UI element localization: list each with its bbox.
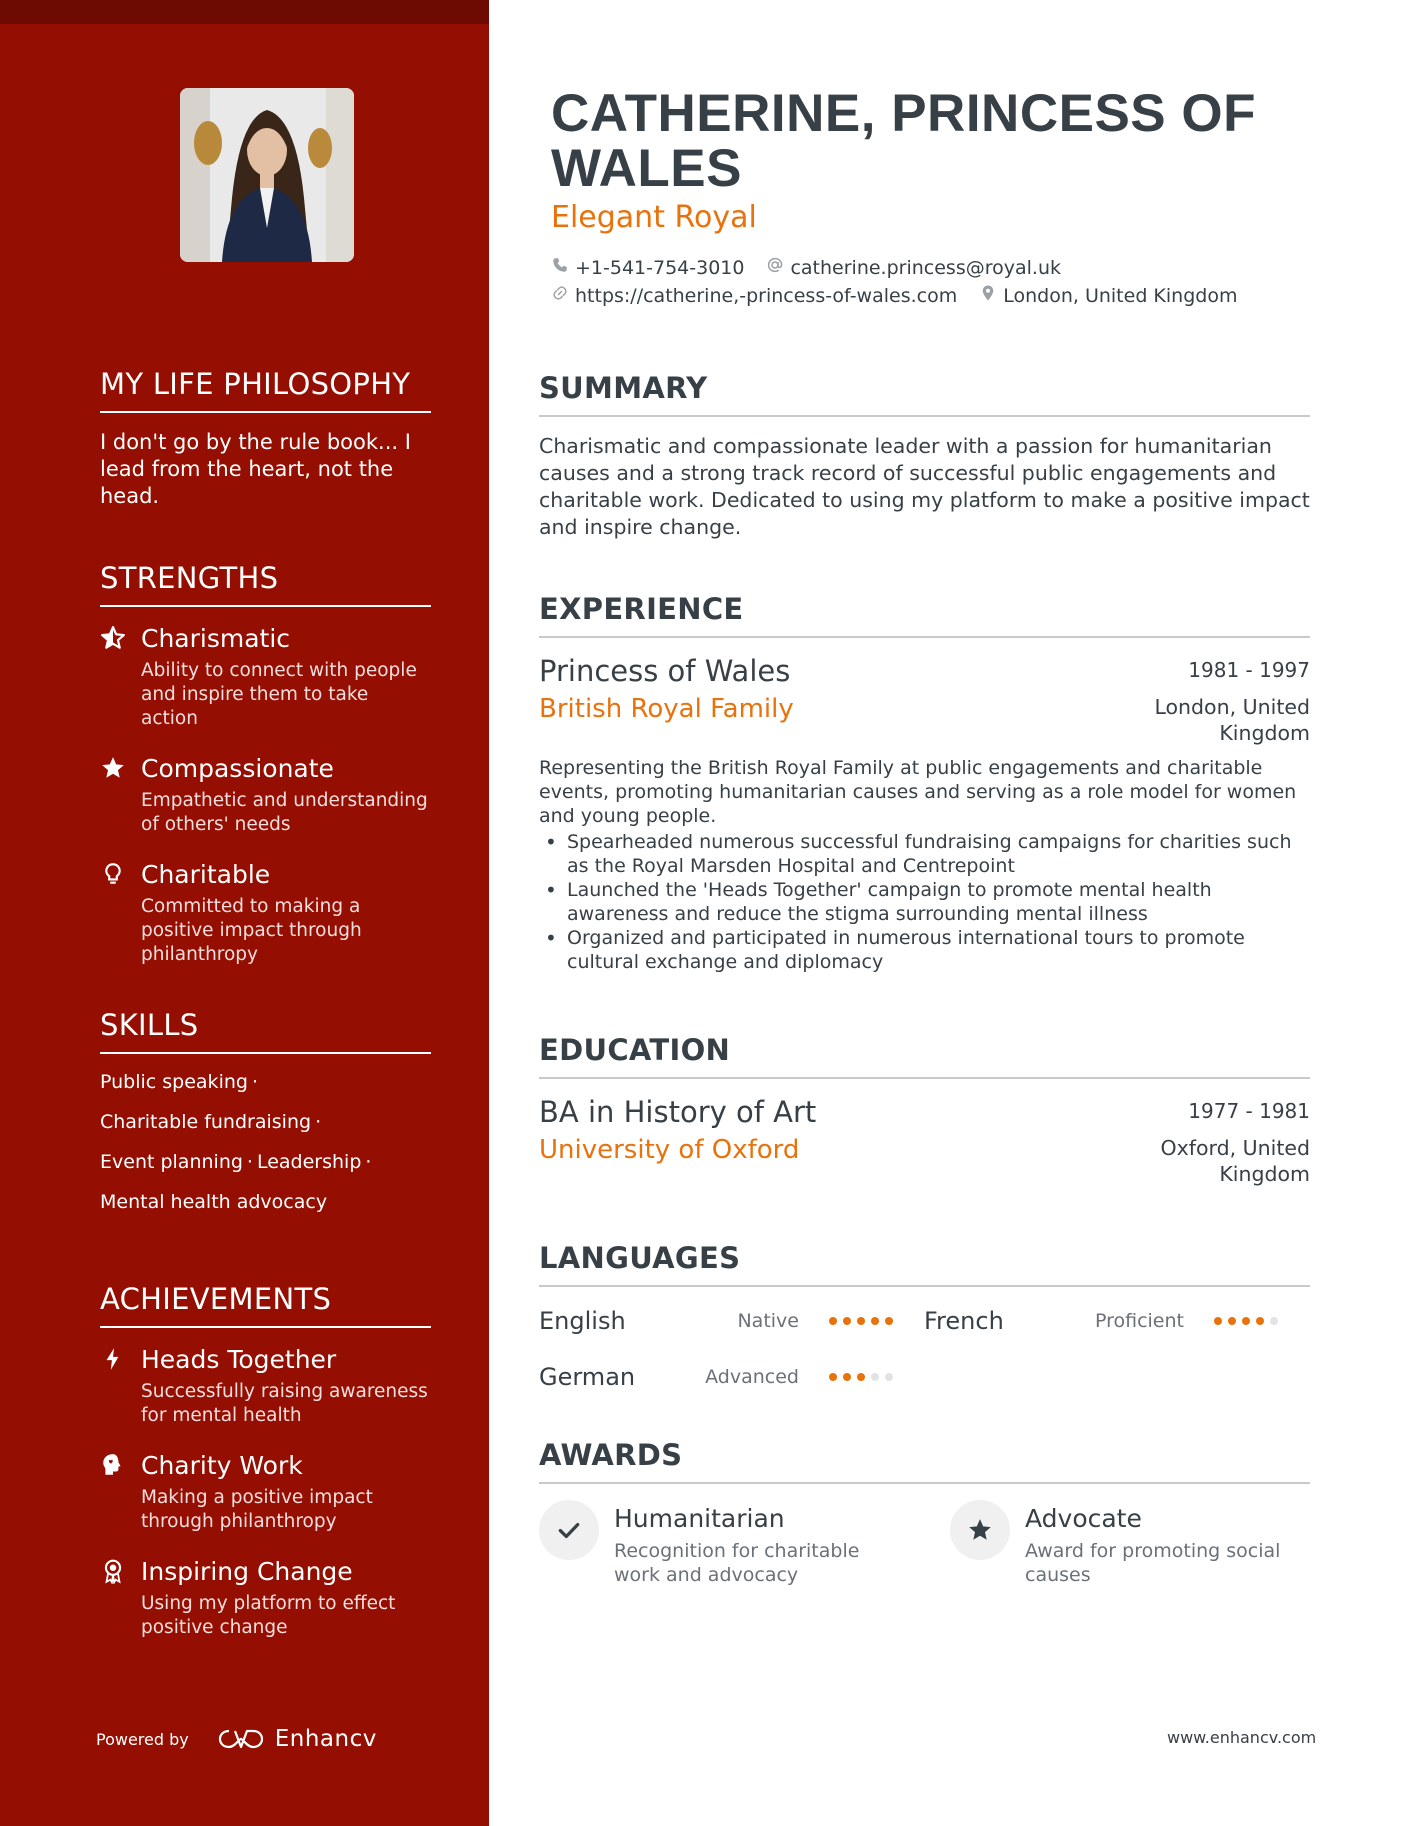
languages-section	[539, 1241, 1310, 1395]
achievement-item	[100, 1556, 431, 1640]
experience-bullets	[539, 830, 1310, 974]
award-item	[950, 1500, 1310, 1587]
location-contact	[979, 284, 1237, 307]
skill-separator: ·	[315, 1111, 322, 1133]
skill-tag: Leadership	[256, 1151, 362, 1173]
experience-entry	[539, 654, 1310, 974]
skill-separator: ·	[246, 1151, 253, 1173]
website-text: https://catherine,-princess-of-wales.com	[575, 284, 958, 307]
summary-text: Charismatic and compassionate leader with a passion for humanitarian causes and a strong track record of successful public engagements and charitable work. Dedicated to using my platform to make a positive impact and inspire change.	[539, 434, 1310, 539]
head-heart-icon	[100, 1452, 126, 1478]
philosophy-section	[100, 367, 431, 510]
award-item	[539, 1500, 950, 1587]
strengths-heading: STRENGTHS	[100, 561, 431, 607]
enhancv-brand-name: Enhancv	[274, 1726, 377, 1752]
awards-heading: AWARDS	[539, 1438, 1310, 1484]
contact-row	[551, 256, 1083, 279]
location-pin-icon	[979, 284, 1003, 307]
skill-tag: Public speaking	[100, 1071, 248, 1093]
achievements-heading: ACHIEVEMENTS	[100, 1282, 431, 1328]
email-contact[interactable]	[766, 256, 1061, 279]
strength-desc: Ability to connect with people and inspire them to take action	[141, 660, 417, 729]
rating-dot	[857, 1373, 865, 1381]
rating-dot	[885, 1317, 893, 1325]
sidebar-top-bar	[0, 0, 489, 24]
education-location: Oxford, United Kingdom	[1160, 1136, 1310, 1186]
achievement-item	[100, 1450, 431, 1534]
rating-dot	[829, 1317, 837, 1325]
language-name: English	[539, 1307, 626, 1335]
achievement-desc: Making a positive impact through philanthropy	[141, 1487, 373, 1532]
philosophy-text: I don't go by the rule book... I lead from the heart, not the head.	[100, 430, 411, 508]
language-level: Native	[737, 1310, 799, 1332]
skill-line	[100, 1150, 431, 1174]
rating-dot	[1214, 1317, 1222, 1325]
skill-line	[100, 1110, 431, 1134]
phone-icon	[551, 256, 575, 279]
achievement-title: Charity Work	[141, 1451, 303, 1480]
experience-section	[539, 592, 1310, 974]
summary-section	[539, 371, 1310, 541]
enhancv-logo-icon	[217, 1726, 265, 1752]
rating-dot	[1256, 1317, 1264, 1325]
achievement-desc: Using my platform to effect positive change	[141, 1593, 396, 1638]
experience-desc: Representing the British Royal Family at public engagements and charitable events, promoting humanitarian causes and serving as a role model for women and young people.	[539, 757, 1297, 827]
language-name: German	[539, 1363, 636, 1391]
skill-line	[100, 1190, 431, 1214]
skill-separator: ·	[251, 1071, 258, 1093]
experience-org: British Royal Family	[539, 694, 794, 724]
candidate-name: CATHERINE, PRINCESS OF WALES	[551, 84, 1256, 198]
skill-tag: Mental health advocacy	[100, 1191, 328, 1213]
education-org: University of Oxford	[539, 1135, 800, 1165]
website-contact[interactable]	[551, 284, 957, 307]
summary-heading: SUMMARY	[539, 371, 1310, 417]
achievements-section	[100, 1282, 431, 1662]
rating-dot	[871, 1317, 879, 1325]
strength-title: Charismatic	[141, 624, 291, 653]
rating-dot	[857, 1317, 865, 1325]
award-title: Humanitarian	[614, 1504, 785, 1533]
bolt-icon	[100, 1346, 126, 1372]
award-title: Advocate	[1025, 1504, 1142, 1533]
email-text: catherine.princess@royal.uk	[790, 256, 1061, 279]
education-section	[539, 1033, 1310, 1187]
skill-tag: Charitable fundraising	[100, 1111, 312, 1133]
skills-section	[100, 1008, 431, 1230]
experience-bullet: • Organized and participated in numerous international tours to promote cultural exchange and diplomacy	[539, 926, 1310, 974]
achievement-title: Heads Together	[141, 1345, 337, 1374]
language-name: French	[924, 1307, 1004, 1335]
location-text: London, United Kingdom	[1003, 284, 1238, 307]
lightbulb-icon	[100, 861, 126, 887]
education-dates: 1977 - 1981	[1188, 1099, 1310, 1123]
language-rating	[829, 1373, 899, 1381]
award-desc: Award for promoting social causes	[1025, 1540, 1281, 1586]
experience-title: Princess of Wales	[539, 654, 791, 688]
powered-by-text: Powered by	[96, 1729, 189, 1749]
rating-dot	[843, 1317, 851, 1325]
at-sign-icon	[766, 256, 790, 279]
star-icon	[100, 755, 126, 781]
experience-bullet: • Launched the 'Heads Together' campaign to promote mental health awareness and reduce the stigma surrounding mental illness	[539, 878, 1310, 926]
award-ribbon-icon	[100, 1558, 126, 1584]
star-icon	[950, 1500, 1010, 1560]
strength-title: Charitable	[141, 860, 271, 889]
language-item	[924, 1303, 1310, 1339]
rating-dot	[885, 1373, 893, 1381]
language-rating	[829, 1317, 899, 1325]
strength-item	[100, 753, 431, 837]
footer-url[interactable]: www.enhancv.com	[1167, 1728, 1317, 1747]
strength-item	[100, 623, 431, 731]
strength-item	[100, 859, 431, 967]
rating-dot	[843, 1373, 851, 1381]
strength-desc: Empathetic and understanding of others' needs	[141, 790, 428, 835]
candidate-role: Elegant Royal	[551, 200, 757, 235]
rating-dot	[1270, 1317, 1278, 1325]
strengths-section	[100, 561, 431, 989]
experience-bullet: • Spearheaded numerous successful fundraising campaigns for charities such as the Royal Marsden Hospital and Centrepoint	[539, 830, 1310, 878]
education-title: BA in History of Art	[539, 1095, 817, 1129]
phone-text: +1-541-754-3010	[575, 256, 745, 279]
achievement-desc: Successfully raising awareness for mental health	[141, 1381, 428, 1426]
language-level: Proficient	[1094, 1310, 1184, 1332]
sidebar	[0, 0, 489, 1826]
awards-section	[539, 1438, 1310, 1587]
experience-location: London, United Kingdom	[1154, 695, 1310, 745]
language-item	[539, 1359, 924, 1395]
experience-heading: EXPERIENCE	[539, 592, 1310, 638]
rating-dot	[1242, 1317, 1250, 1325]
skill-line	[100, 1070, 431, 1094]
profile-photo	[180, 88, 354, 262]
language-level: Advanced	[705, 1366, 799, 1388]
philosophy-heading: MY LIFE PHILOSOPHY	[100, 367, 431, 413]
skill-separator: ·	[365, 1151, 372, 1173]
language-rating	[1214, 1317, 1284, 1325]
skill-tag: Event planning	[100, 1151, 243, 1173]
language-item	[539, 1303, 924, 1339]
contact-row	[551, 284, 1259, 307]
education-entry	[539, 1095, 1310, 1187]
strength-title: Compassionate	[141, 754, 334, 783]
rating-dot	[829, 1373, 837, 1381]
checkmark-icon	[539, 1500, 599, 1560]
phone-contact[interactable]	[551, 256, 744, 279]
achievement-item	[100, 1344, 431, 1428]
experience-dates: 1981 - 1997	[1188, 658, 1310, 682]
award-desc: Recognition for charitable work and advocacy	[614, 1540, 860, 1586]
achievement-title: Inspiring Change	[141, 1557, 353, 1586]
strength-desc: Committed to making a positive impact through philanthropy	[141, 896, 362, 965]
skills-heading: SKILLS	[100, 1008, 431, 1054]
link-icon	[551, 284, 575, 307]
rating-dot	[1228, 1317, 1236, 1325]
powered-by	[96, 1726, 377, 1752]
languages-heading: LANGUAGES	[539, 1241, 1310, 1287]
star-half-icon	[100, 625, 126, 651]
education-heading: EDUCATION	[539, 1033, 1310, 1079]
rating-dot	[871, 1373, 879, 1381]
